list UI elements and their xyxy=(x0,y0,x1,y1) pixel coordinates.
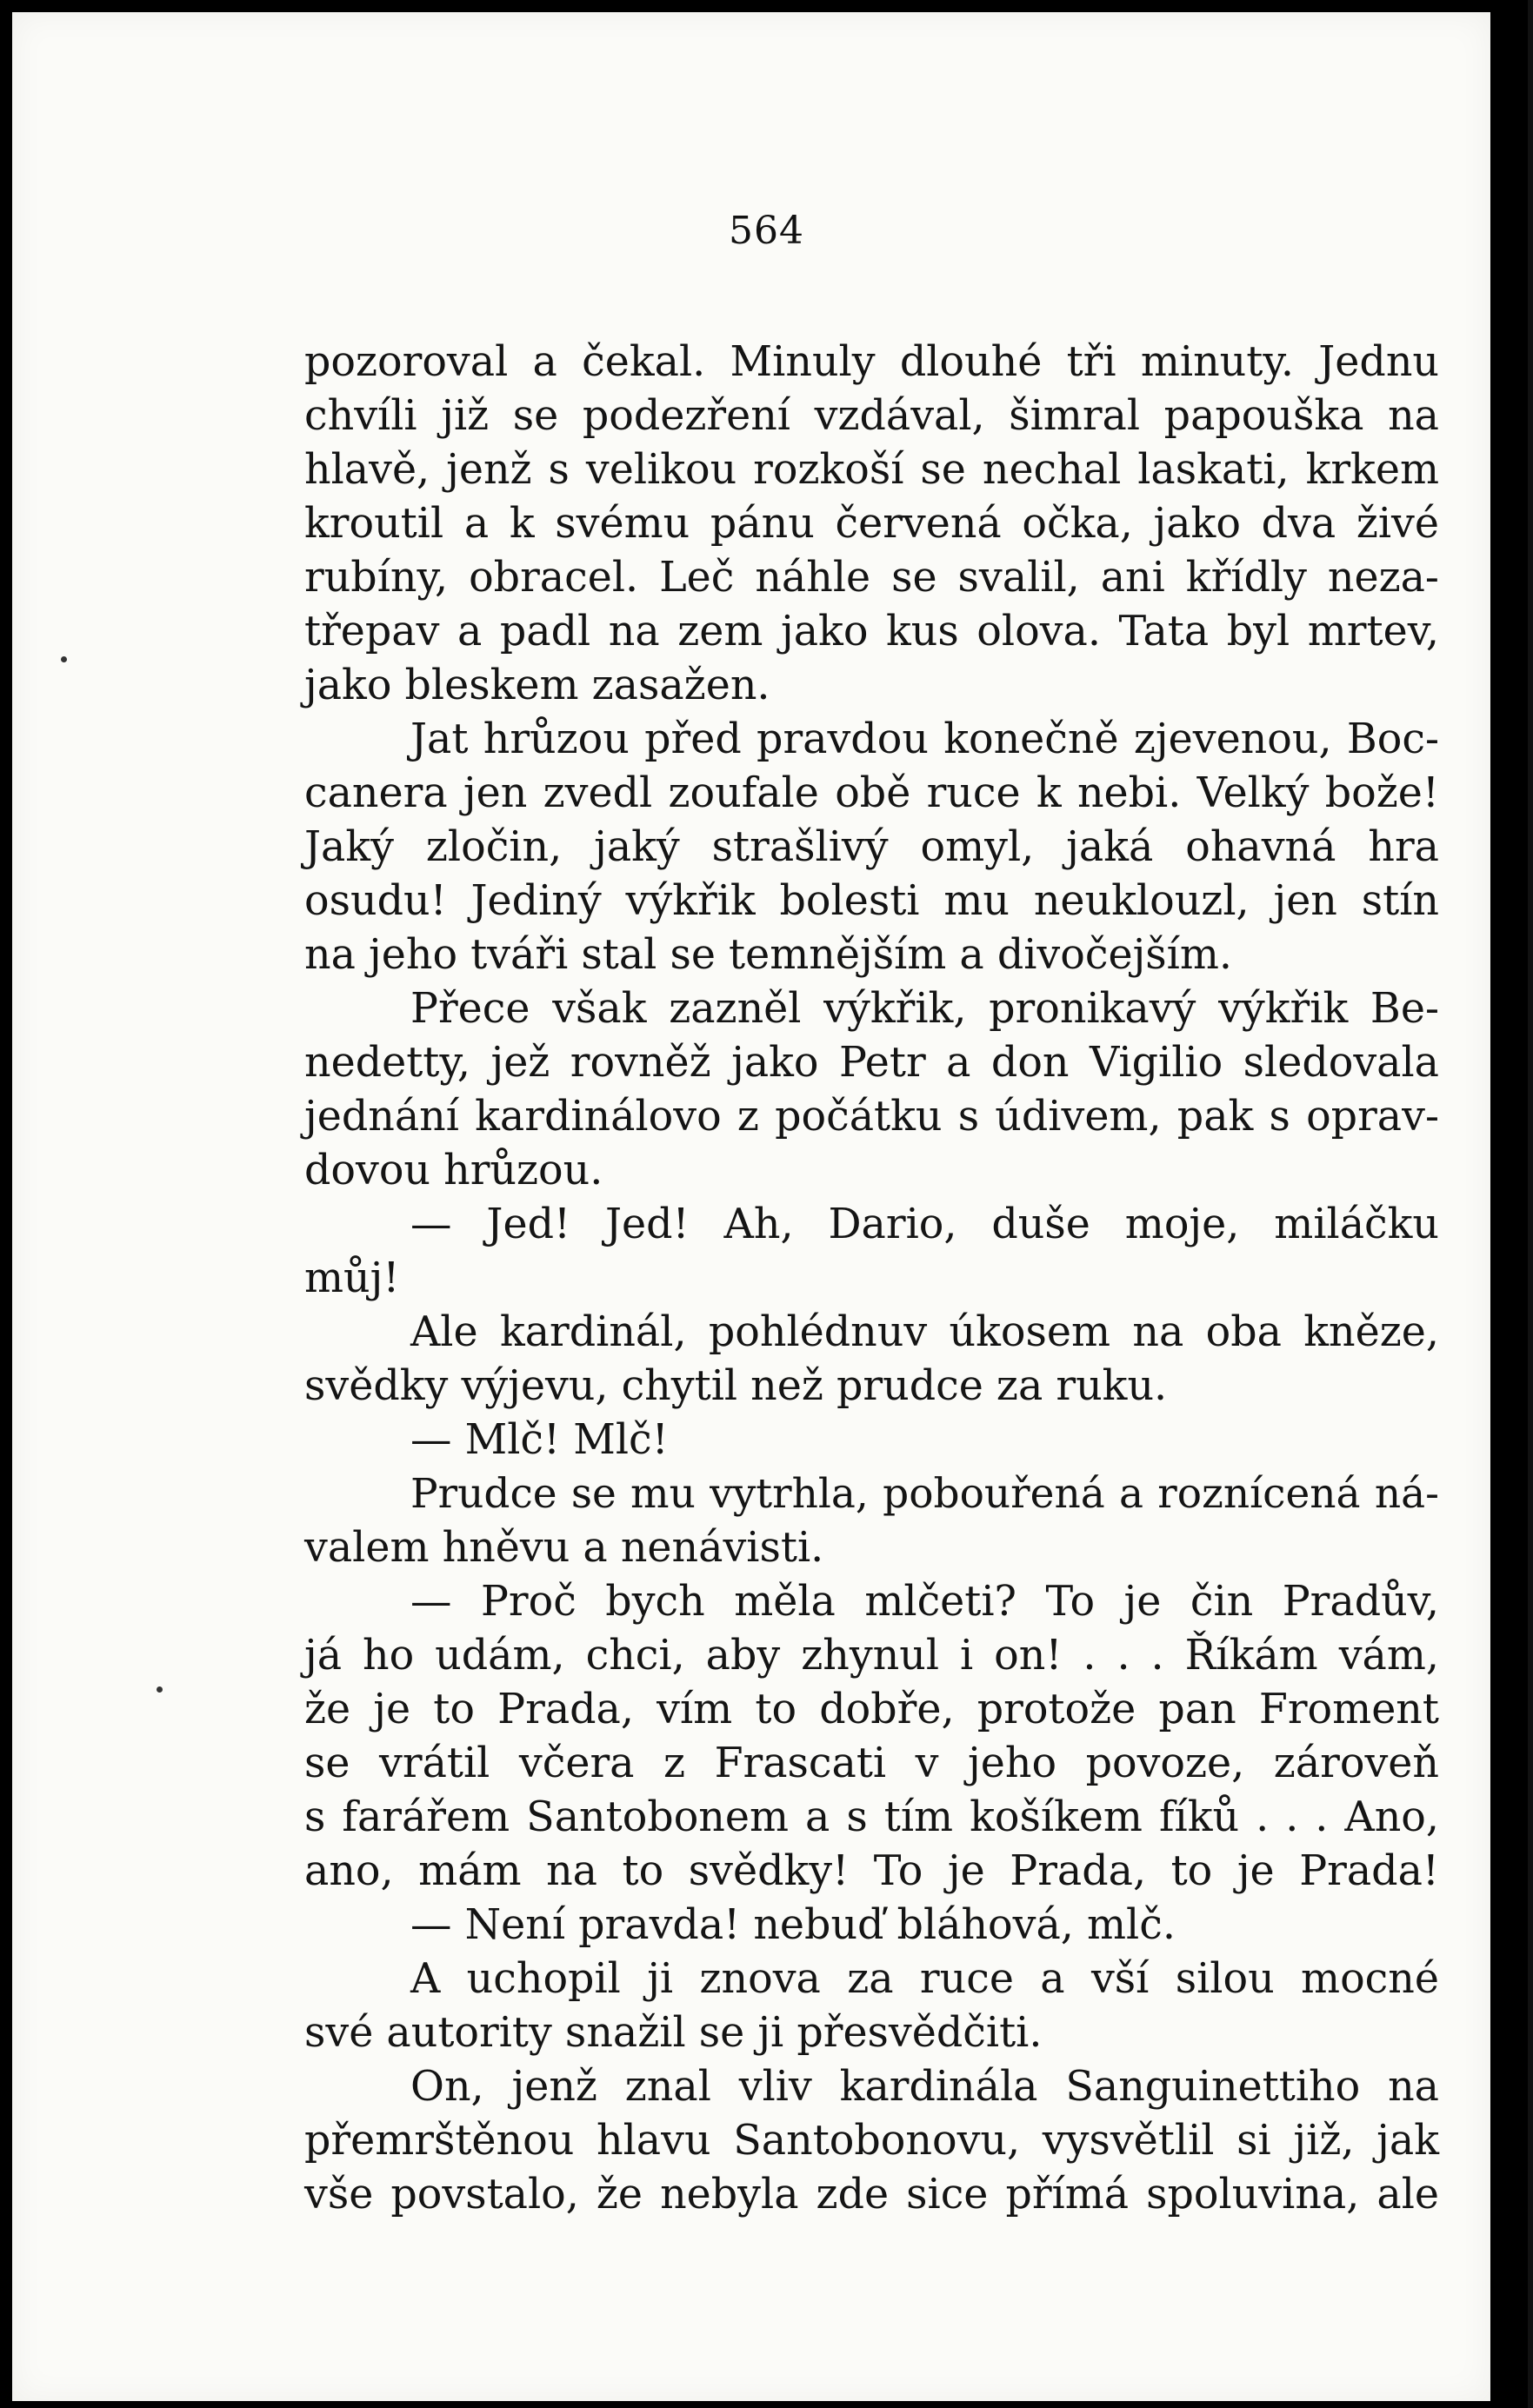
body-text xyxy=(304,336,1439,2222)
text-line: pozoroval a čekal. Minuly dlouhé tři minuty. Jednu xyxy=(304,338,1439,386)
text-line: canera jen zvedl zoufale obě ruce k nebi. Velký bože! xyxy=(304,769,1439,817)
text-line: dovou hrůzou. xyxy=(304,1147,603,1194)
text-line: s farářem Santobonem a s tím košíkem fíků . . . Ano, xyxy=(304,1793,1439,1841)
text-line: Prudce se mu vytrhla, pobouřená a roznícená ná- xyxy=(410,1470,1439,1518)
text-line: osudu! Jediný výkřik bolesti mu neuklouzl, jen stín xyxy=(304,877,1439,925)
text-line: — Proč bych měla mlčeti? To je čin Pradův, xyxy=(410,1578,1439,1626)
text-line: se vrátil včera z Frascati v jeho povoze, zároveň xyxy=(304,1739,1439,1787)
paper-speck xyxy=(157,1686,163,1693)
text-line: nedetty, jež rovněž jako Petr a don Vigilio sledovala xyxy=(304,1039,1439,1087)
text-line: vše povstalo, že nebyla zde sice přímá spoluvina, ale xyxy=(304,2171,1439,2218)
page-number: 564 xyxy=(729,209,804,253)
text-line: Jaký zločin, jaký strašlivý omyl, jaká ohavná hra xyxy=(304,823,1439,871)
text-line: — Není pravda! nebuď bláhová, mlč. xyxy=(410,1901,1176,1949)
text-line: Ale kardinál, pohlédnuv úkosem na oba kněze, xyxy=(410,1308,1439,1356)
text-line: že je to Prada, vím to dobře, protože pan Froment xyxy=(304,1686,1439,1733)
text-line: On, jenž znal vliv kardinála Sanguinettiho na xyxy=(410,2063,1439,2111)
paper-speck xyxy=(61,656,67,662)
text-line: chvíli již se podezření vzdával, šimral papouška na xyxy=(304,392,1439,440)
text-line: valem hněvu a nenávisti. xyxy=(304,1524,824,1572)
text-line: své autority snažil se ji přesvědčiti. xyxy=(304,2009,1043,2057)
text-line: A uchopil ji znova za ruce a vší silou mocné xyxy=(410,1955,1439,2003)
text-line: — Jed! Jed! Ah, Dario, duše moje, miláčku xyxy=(410,1201,1439,1248)
text-line: jednání kardinálovo z počátku s údivem, pak s oprav- xyxy=(304,1093,1439,1141)
text-line: — Mlč! Mlč! xyxy=(410,1416,669,1464)
text-line: ano, mám na to svědky! To je Prada, to je Prada! xyxy=(304,1847,1439,1895)
text-line: jako bleskem zasažen. xyxy=(304,662,770,709)
text-line: kroutil a k svému pánu červená očka, jako dva živé xyxy=(304,500,1439,548)
text-line: třepav a padl na zem jako kus olova. Tata byl mrtev, xyxy=(304,608,1439,655)
text-line: svědky výjevu, chytil než prudce za ruku. xyxy=(304,1362,1168,1410)
text-line: můj! xyxy=(304,1254,400,1302)
text-line: přemrštěnou hlavu Santobonovu, vysvětlil si již, jak xyxy=(304,2117,1439,2165)
page-edge-shadow xyxy=(1528,0,1533,2408)
text-line: rubíny, obracel. Leč náhle se svalil, ani křídly neza- xyxy=(304,554,1439,602)
text-line: já ho udám, chci, aby zhynul i on! . . . Říkám vám, xyxy=(304,1632,1439,1680)
text-line: hlavě, jenž s velikou rozkoší se nechal laskati, krkem xyxy=(304,446,1439,494)
text-line: na jeho tváři stal se temnějším a divočejším. xyxy=(304,931,1233,979)
text-line: Jat hrůzou před pravdou konečně zjevenou, Boc- xyxy=(410,715,1439,763)
text-line: Přece však zazněl výkřik, pronikavý výkřik Be- xyxy=(410,985,1439,1033)
